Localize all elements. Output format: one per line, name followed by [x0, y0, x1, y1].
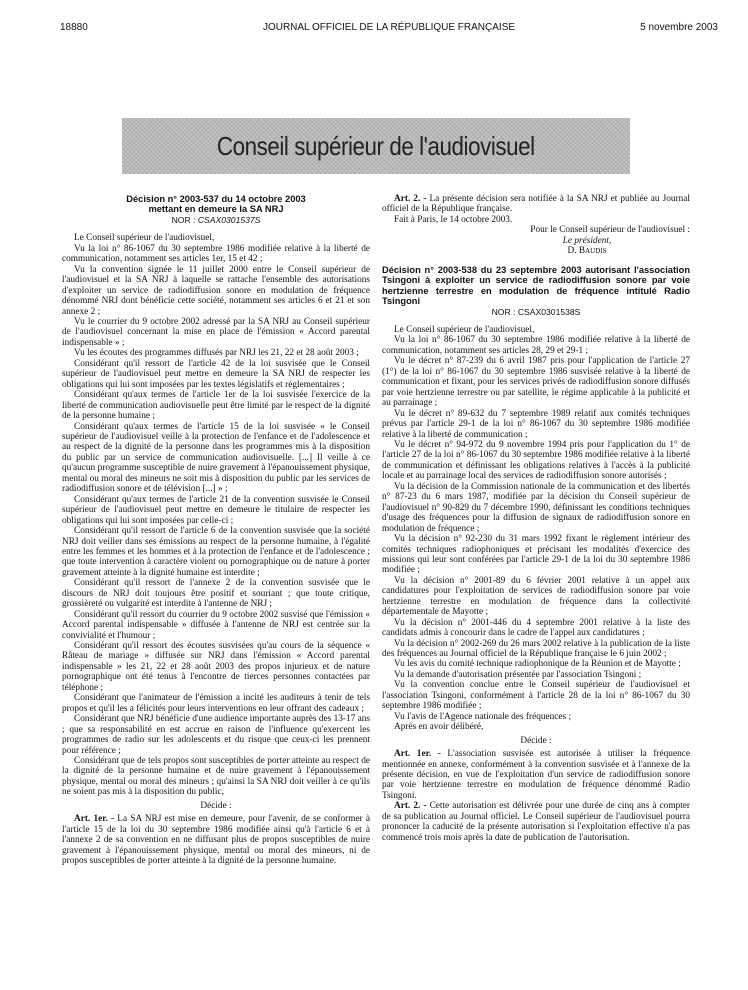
paragraph: Considérant qu'il ressort de l'annexe 2 de la convention susvisée que le discours de NRJ doit toujours être positif et souriant ; que toute critique, grossièreté ou vulgarité est interdite à l'antenne de NRJ ;	[62, 578, 370, 610]
decision2-body	[382, 325, 690, 733]
paragraph: Vu la loi n° 86-1067 du 30 septembre 1986 modifiée relative à la liberté de communication, notamment ses articles 1er, 15 et 42 ;	[62, 243, 370, 265]
article-text: La SA NRJ est mise en demeure, pour l'avenir, de se conformer à l'article 15 de la loi du 30 septembre 1986 modifiée ainsi qu'à l'article 6 et à l'annexe 2 de sa convention en ne diffusant plus de propos susceptibles de nuire gravement à l'épanouissement physique, mental ou moral des mineurs, ni de propos susceptibles de porter atteinte à la dignité de la personne humaine.	[62, 814, 370, 867]
article-label: Art. 2. -	[394, 194, 427, 204]
paragraph: Vu le courrier du 9 octobre 2002 adressé par la SA NRJ au Conseil supérieur de l'audiovisuel concernant la mise en place de l'émission « Accord parental indispensable » ;	[62, 316, 370, 348]
section-title: Conseil supérieur de l'audiovisuel	[217, 130, 535, 161]
decision1-title-line1: Décision n° 2003-537 du 14 octobre 2003	[126, 194, 306, 204]
paragraph: Considérant qu'aux termes de l'article 15 de la loi susvisée « le Conseil supérieur de l'audiovisuel veille à la protection de l'enfance et de l'adolescence et au respect de la dignité de la personne dans les programmes mis à la disposition du public par un service de communication audiovisuelle. [...] Il veille à ce qu'aucun programme susceptible de nuire gravement à l'épanouissement physique, mental ou moral des mineurs ne soit mis à disposition du public par les services de radiodiffusion sonore et de télévision [...] » ;	[62, 421, 370, 495]
paragraph: Vu le décret n° 94-972 du 9 novembre 1994 pris pour l'application du 1° de l'article 27 de la loi n° 86-1067 du 30 septembre 1986 modifiée relative à la liberté de communication et définissant les obligations relatives à l'accès à la publicité locale et au parrainage local des services de radiodiffusion sonore autorisés ;	[382, 439, 690, 482]
paragraph: Le Conseil supérieur de l'audiovisuel,	[74, 233, 215, 244]
paragraph: Considérant que l'animateur de l'émission a incité les auditeurs à tenir de tels propos et qu'il les a félicités pour leurs interventions en leur offrant des cadeaux ;	[62, 693, 370, 714]
signature-name: D. Baudis	[567, 246, 607, 257]
signature-for: Pour le Conseil supérieur de l'audiovisuel :	[530, 225, 690, 236]
nor-label: NOR :	[491, 306, 516, 317]
decision2-title: Décision n° 2003-538 du 23 septembre 2003 autorisant l'association Tsingoni à exploiter un service de radiodiffusion sonore par voie hertzienne terrestre en modulation de fréquence intitulé Radio Tsingoni	[382, 264, 690, 307]
paragraph: Considérant qu'il ressort de l'article 42 de la loi susvisée que le Conseil supérieur de l'audiovisuel peut mettre en demeure la SA NRJ de respecter les obligations qui lui sont imposées par les textes législatifs et réglementaires ;	[62, 358, 370, 390]
decision2-nor	[382, 307, 690, 317]
left-column	[62, 194, 370, 867]
decision1-done-at: Fait à Paris, le 14 octobre 2003.	[394, 214, 513, 225]
decision1-article1	[62, 814, 370, 866]
running-head	[60, 22, 718, 36]
decision2-decide: Décide :	[520, 735, 552, 746]
signature-role-text: Le président,	[562, 235, 612, 246]
nor-code: CSAX0301538S	[517, 306, 581, 317]
section-banner	[122, 118, 630, 174]
paragraph: Considérant qu'aux termes de l'article 21 de la convention susvisée le Conseil supérieur de l'audiovisuel peut mettre en demeure le titulaire de respecter les obligations qui lui sont imposées par celle-ci ;	[62, 494, 370, 526]
journal-title: JOURNAL OFFICIEL DE LA RÉPUBLIQUE FRANÇAISE	[262, 22, 516, 33]
signature-role	[382, 236, 690, 246]
decision1-nor	[62, 215, 370, 225]
paragraph: Considérant qu'il ressort du courrier du 9 octobre 2002 susvisé que l'émission « Accord parental indispensable » diffusée à l'antenne de NRJ est centrée sur la convivialité et l'humour ;	[62, 609, 370, 641]
paragraph: Considérant que de tels propos sont susceptibles de porter atteinte au respect de la dignité de la personne humaine et de nuire gravement à l'épanouissement physique, mental ou moral des mineurs ; qu'ainsi la SA NRJ doit veiller à ce qu'ils ne soient pas mis à la disposition du public,	[62, 756, 370, 798]
article-label: Art. 2. -	[394, 801, 427, 812]
right-column	[382, 194, 690, 843]
paragraph: Vu la loi n° 86-1067 du 30 septembre 1986 modifiée relative à la liberté de communication, notamment ses articles 28, 29 et 29-1 ;	[382, 335, 690, 356]
paragraph: Vu la demande d'autorisation présentée par l'association Tsingoni ;	[394, 669, 642, 680]
decision2-article2	[382, 801, 690, 843]
decision2-article1	[382, 749, 690, 801]
decision1-decide: Décide :	[200, 800, 232, 811]
paragraph: Considérant qu'aux termes de l'article 1er de la loi susvisée l'exercice de la liberté de communication audiovisuelle peut être limité par le respect de la dignité de la personne humaine ;	[62, 390, 370, 422]
paragraph: Considérant qu'il ressort de l'article 6 de la convention susvisée que la société NRJ doit veiller dans ses émissions au respect de la personne humaine, à l'égalité entre les femmes et les hommes et à la protection de l'enfance et de l'adolescence ; que toute intervention à caractère violent ou pornographique ou de nature à porter gravement atteinte à la dignité humaine est interdite ;	[62, 526, 370, 578]
paragraph: Vu l'avis de l'Agence nationale des fréquences ;	[394, 711, 572, 722]
article-text: La présente décision sera notifiée à la SA NRJ et publiée au Journal officiel de la République française.	[382, 194, 690, 215]
page-number: 18880	[60, 22, 88, 33]
decision1-body	[62, 233, 370, 797]
paragraph: Vu le décret n° 87-239 du 6 avril 1987 pris pour l'application de l'article 27 (1°) de la loi n° 86-1067 du 30 septembre 1986 susvisée relative à la liberté de communication et fixant, pour les services privés de radiodiffusion sonore diffusés par voie hertzienne terrestre ou par satellite, le régime applicable à la publicité et au parrainage ;	[382, 356, 690, 409]
article-text: L'association susvisée est autorisée à utiliser la fréquence mentionnée en annexe, conformément à la convention susvisée et à l'annexe de la présente décision, en vue de l'exploitation d'un service de radiodiffusion sonore par voie hertzienne terrestre en modulation de fréquence dénommé Radio Tsingoni.	[382, 749, 690, 801]
paragraph: Vu la décision n° 2002-269 du 26 mars 2002 relative à la publication de la liste des fréquences au Journal officiel de la République française le 6 juin 2002 ;	[382, 638, 690, 660]
paragraph: Considérant qu'il ressort des écoutes susvisées qu'au cours de la séquence « Râteau de mariage » diffusée sur NRJ dans l'émission « Accord parental indispensable » les 21, 22 et 28 août 2003 des propos injurieux et de nature pornographique ont été tenus à l'encontre de tierces personnes contactées par téléphone ;	[62, 641, 370, 693]
decision1-article2	[382, 194, 690, 215]
nor-code: CSAX0301537S	[197, 214, 261, 225]
paragraph: Vu la décision n° 2001-446 du 4 septembre 2001 relative à la liste des candidats admis à concourir dans le cadre de l'appel aux candidatures ;	[382, 617, 690, 639]
paragraph: Vu la décision n° 92-230 du 31 mars 1992 fixant le règlement intérieur des comités techniques radiophoniques et précisant les modalités d'exercice des missions qui leur sont conférées par l'article 29-1 de la loi du 30 septembre 1986 modifiée ;	[382, 534, 690, 576]
decision1-title-line2: mettant en demeure la SA NRJ	[148, 204, 284, 215]
paragraph: Considérant que NRJ bénéficie d'une audience importante auprès des 13-17 ans ; que sa responsabilité en est accrue en raison de l'influence qu'exercent les programmes de radio sur les adolescents et du risque que ceux-ci les prennent pour référence ;	[62, 714, 370, 756]
paragraph: Le Conseil supérieur de l'audiovisuel,	[394, 324, 535, 335]
paragraph: Vu les avis du comité technique radiophonique de la Réunion et de Mayotte ;	[394, 659, 681, 670]
paragraph: Vu le décret n° 89-632 du 7 septembre 1989 relatif aux comités techniques prévus par l'article 29-1 de la loi n° 86-1067 du 30 septembre 1986 modifiée relative à la liberté de communication ;	[382, 408, 690, 440]
decision1-title	[62, 194, 370, 215]
article-label: Art. 1er. -	[394, 749, 441, 760]
article-label: Art. 1er. -	[74, 814, 115, 825]
paragraph: Vu la convention signée le 11 juillet 2000 entre le Conseil supérieur de l'audiovisuel et la SA NRJ à laquelle se rattache l'ensemble des autorisations d'exploiter un service de radiodiffusion sonore en modulation de fréquence dénommé NRJ dont bénéficie cette société, notamment ses articles 6 et 21 et son annexe 2 ;	[62, 264, 370, 317]
nor-label: NOR :	[171, 214, 196, 225]
article-text: Cette autorisation est délivrée pour une durée de cinq ans à compter de sa publication au Journal officiel. Le Conseil supérieur de l'audiovisuel pourra prononcer la caducité de la présente autorisation si l'exploitation effective n'a pas commencé trois mois après la date de publication de l'autorisation.	[382, 801, 691, 843]
paragraph: Vu la décision de la Commission nationale de la communication et des libertés n° 87-23 du 6 mars 1987, modifiée par la décision du Conseil supérieur de l'audiovisuel n° 90-829 du 7 décembre 1990, définissant les conditions techniques d'usage des fréquences pour la diffusion de signaux de radiodiffusion sonore en modulation de fréquence ;	[382, 481, 690, 534]
paragraph: Vu la convention conclue entre le Conseil supérieur de l'audiovisuel et l'association Tsingoni, conformément à l'article 28 de la loi n° 86-1067 du 30 septembre 1986 modifiée ;	[382, 680, 690, 712]
paragraph: Après en avoir délibéré,	[394, 722, 484, 733]
paragraph: Vu la décision n° 2001-89 du 6 février 2001 relative à un appel aux candidatures pour l'exploitation de services de radiodiffusion sonore par voie hertzienne terrestre en modulation de fréquence dans la collectivité départementale de Mayotte ;	[382, 575, 690, 618]
paragraph: Vu les écoutes des programmes diffusés par NRJ les 21, 22 et 28 août 2003 ;	[74, 348, 359, 359]
issue-date: 5 novembre 2003	[640, 22, 718, 33]
